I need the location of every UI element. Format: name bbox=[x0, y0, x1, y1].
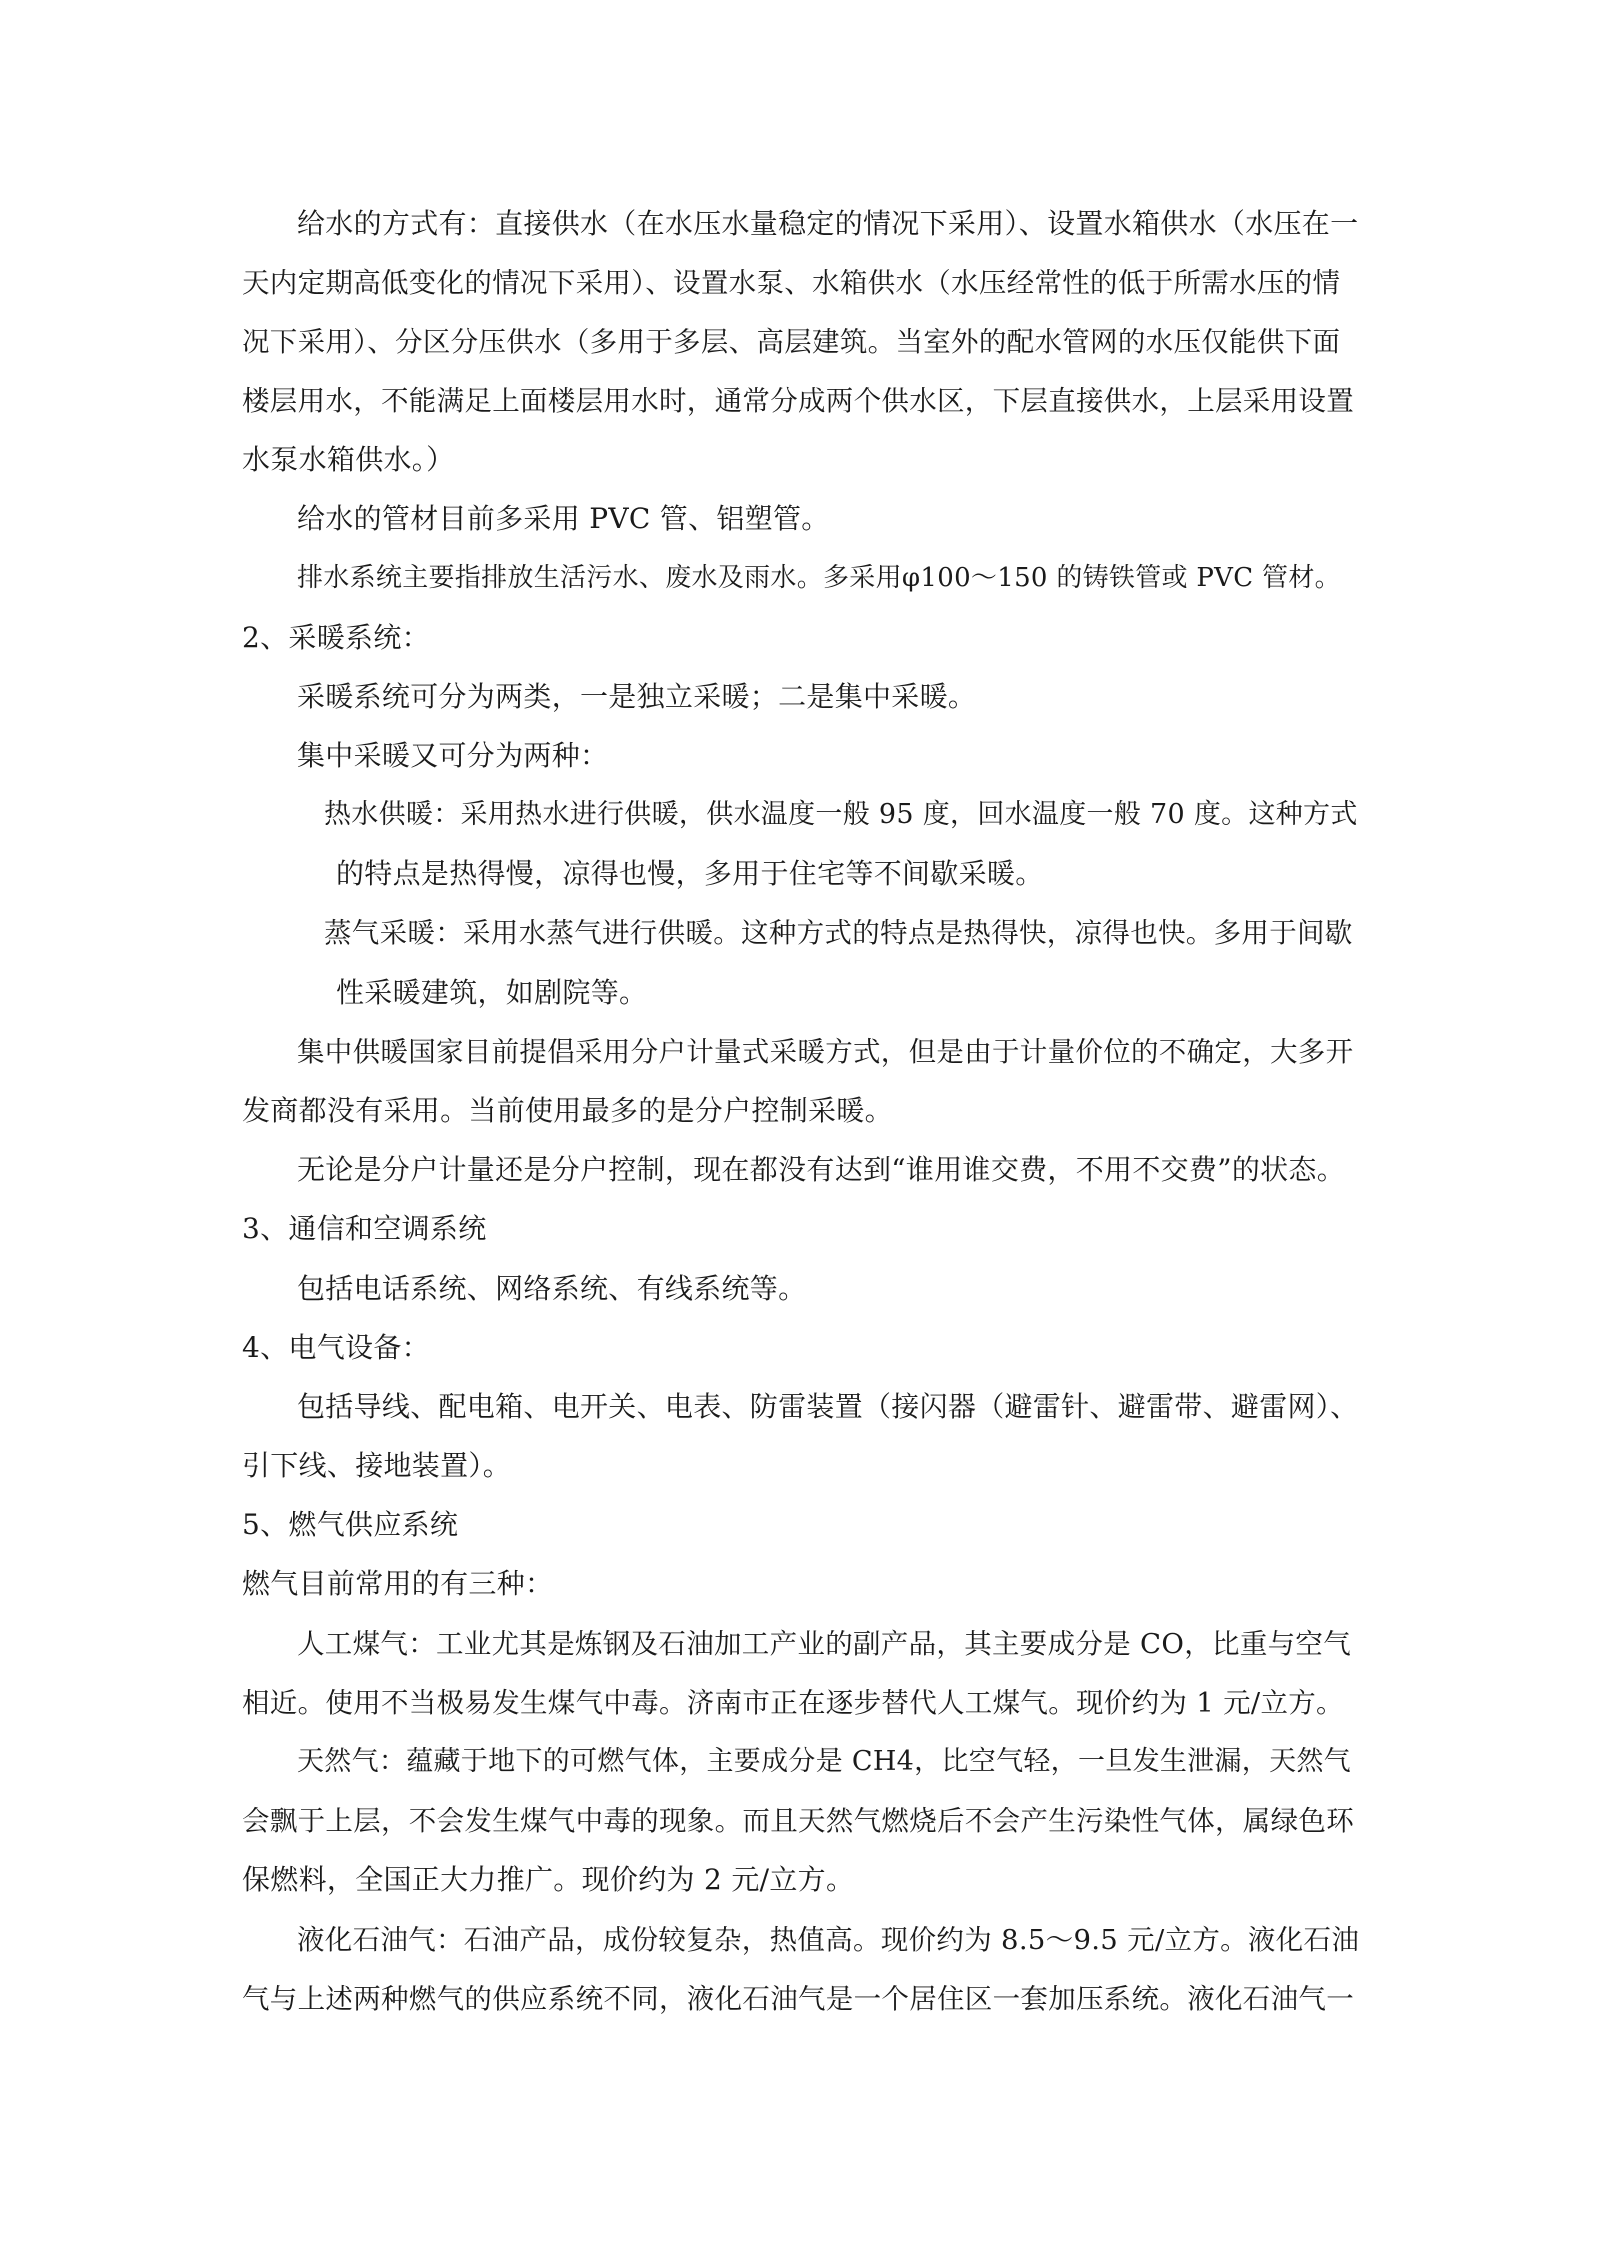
text-line: 采暖系统可分为两类，一是独立采暖；二是集中采暖。 bbox=[297, 680, 977, 713]
text-line: 燃气目前常用的有三种： bbox=[242, 1567, 554, 1600]
text-line: 包括导线、配电箱、电开关、电表、防雷装置（接闪器（避雷针、避雷带、避雷网）、 bbox=[297, 1390, 1359, 1423]
text-line: 相近。使用不当极易发生煤气中毒。济南市正在逐步替代人工煤气。现价约为 1 元/立方。 bbox=[242, 1687, 1344, 1719]
text-line: 蒸气采暖：采用水蒸气进行供暖。这种方式的特点是热得快，凉得也快。多用于间歇 bbox=[324, 917, 1353, 949]
section-heading: 3、通信和空调系统 bbox=[242, 1212, 487, 1245]
section-heading: 2、采暖系统： bbox=[242, 621, 430, 654]
text-line: 会飘于上层，不会发生煤气中毒的现象。而且天然气燃烧后不会产生污染性气体，属绿色环 bbox=[242, 1805, 1354, 1837]
text-line: 集中采暖又可分为两种： bbox=[297, 739, 609, 772]
text-line: 天内定期高低变化的情况下采用）、设置水泵、水箱供水（水压经常性的低于所需水压的情 bbox=[242, 267, 1341, 299]
text-line: 水泵水箱供水。） bbox=[242, 443, 455, 476]
text-line: 给水的方式有：直接供水（在水压水量稳定的情况下采用）、设置水箱供水（水压在一 bbox=[297, 207, 1359, 240]
text-line: 的特点是热得慢，凉得也慢，多用于住宅等不间歇采暖。 bbox=[336, 857, 1044, 890]
section-heading: 5、燃气供应系统 bbox=[242, 1508, 459, 1541]
text-line: 排水系统主要指排放生活污水、废水及雨水。多采用φ100～150 的铸铁管或 PVC 管材。 bbox=[297, 563, 1341, 593]
text-line: 给水的管材目前多采用 PVC 管、铝塑管。 bbox=[297, 502, 830, 535]
text-line: 楼层用水，不能满足上面楼层用水时，通常分成两个供水区，下层直接供水，上层采用设置 bbox=[242, 385, 1354, 417]
text-line: 集中供暖国家目前提倡采用分户计量式采暖方式，但是由于计量价位的不确定，大多开 bbox=[297, 1036, 1354, 1068]
text-line: 发商都没有采用。当前使用最多的是分户控制采暖。 bbox=[242, 1094, 893, 1127]
text-line: 气与上述两种燃气的供应系统不同，液化石油气是一个居住区一套加压系统。液化石油气一 bbox=[242, 1983, 1354, 2015]
text-line: 性采暖建筑，如剧院等。 bbox=[336, 976, 648, 1009]
text-line: 天然气：蕴藏于地下的可燃气体，主要成分是 CH4，比空气轻，一旦发生泄漏，天然气 bbox=[297, 1746, 1351, 1777]
text-line: 人工煤气：工业尤其是炼钢及石油加工产业的副产品，其主要成分是 CO，比重与空气 bbox=[297, 1628, 1352, 1660]
text-line: 包括电话系统、网络系统、有线系统等。 bbox=[297, 1272, 807, 1305]
text-line: 引下线、接地装置）。 bbox=[242, 1449, 512, 1482]
text-line: 无论是分户计量还是分户控制，现在都没有达到“谁用谁交费，不用不交费”的状态。 bbox=[297, 1153, 1346, 1186]
text-line: 保燃料，全国正大力推广。现价约为 2 元/立方。 bbox=[242, 1863, 855, 1896]
text-line: 热水供暖：采用热水进行供暖，供水温度一般 95 度，回水温度一般 70 度。这种方式 bbox=[324, 799, 1358, 830]
text-line: 况下采用）、分区分压供水（多用于多层、高层建筑。当室外的配水管网的水压仅能供下面 bbox=[242, 326, 1341, 358]
section-heading: 4、电气设备： bbox=[242, 1331, 430, 1364]
text-line: 液化石油气：石油产品，成份较复杂，热值高。现价约为 8.5～9.5 元/立方。液化石油 bbox=[297, 1924, 1360, 1956]
